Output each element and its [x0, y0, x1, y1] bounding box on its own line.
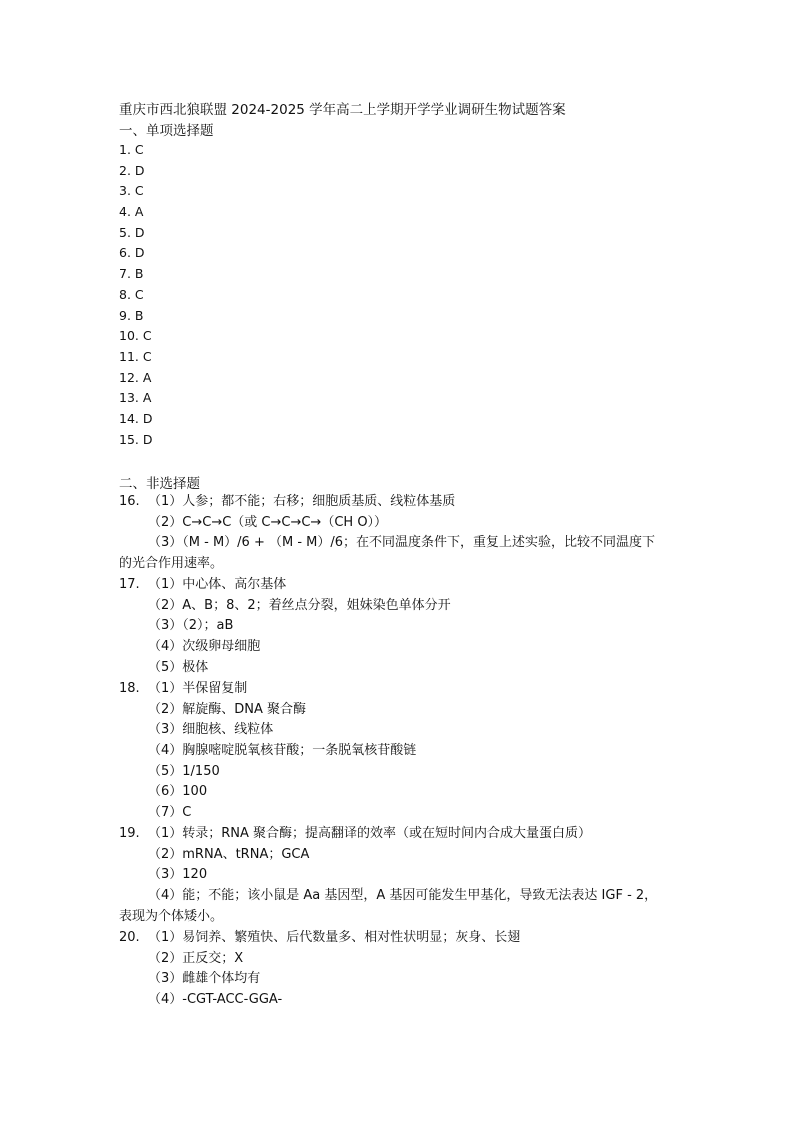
answer-line: （2）A、B；8、2；着丝点分裂，姐妹染色单体分开 — [148, 597, 451, 613]
question-number: 18. — [119, 681, 140, 696]
answer-line: （3）（M - M）/6 + （M - M）/6；在不同温度条件下，重复上述实验，比较不同温度下 — [148, 535, 656, 551]
multiple-choice-answer-list — [119, 140, 152, 450]
mc-answer-2: 2. D — [119, 162, 145, 178]
answer-line: （3）细胞核、线粒体 — [148, 722, 274, 738]
question-number: 16. — [119, 494, 140, 509]
mc-answer-10: 10. C — [119, 328, 152, 344]
answer-line: （2）正反交；X — [148, 950, 244, 966]
mc-answer-14: 14. D — [119, 410, 153, 426]
answer-line: （2）解旋酶、DNA 聚合酶 — [148, 701, 307, 717]
mc-answer-13: 13. A — [119, 390, 152, 406]
question-19 — [119, 824, 689, 927]
section-heading-multiple-choice: 一、单项选择题 — [119, 123, 214, 139]
mc-answer-9: 9. B — [119, 307, 144, 323]
question-16 — [119, 492, 689, 575]
answer-line: （1）人参；都不能；右移；细胞质基质、线粒体基质 — [148, 494, 456, 509]
question-17 — [119, 575, 689, 678]
answer-line: （4）胸腺嘧啶脱氧核苷酸；一条脱氧核苷酸链 — [148, 743, 417, 759]
question-number: 19. — [119, 826, 140, 841]
answer-line: （1）易饲养、繁殖快、后代数量多、相对性状明显；灰身、长翅 — [148, 930, 521, 945]
answer-line: 表现为个体矮小。 — [119, 908, 224, 924]
mc-answer-12: 12. A — [119, 369, 152, 385]
answer-line: （2）mRNA、tRNA；GCA — [148, 846, 310, 862]
mc-answer-3: 3. C — [119, 183, 144, 199]
mc-answer-6: 6. D — [119, 245, 145, 261]
answer-line: （1）转录；RNA 聚合酶；提高翻译的效率（或在短时间内合成大量蛋白质） — [148, 826, 592, 841]
mc-answer-4: 4. A — [119, 204, 144, 220]
question-20 — [119, 928, 689, 1011]
answer-line: （3）（2）；aB — [148, 618, 234, 634]
document-title: 重庆市西北狼联盟 2024-2025 学年高二上学期开学学业调研生物试题答案 — [119, 102, 566, 118]
question-18 — [119, 679, 689, 824]
mc-answer-1: 1. C — [119, 142, 144, 157]
answer-line: （4）能；不能；该小鼠是 Aa 基因型，A 基因可能发生甲基化，导致无法表达 IGF - 2， — [148, 888, 658, 904]
mc-answer-11: 11. C — [119, 348, 152, 364]
answer-line: （7）C — [148, 805, 192, 821]
answer-line: 的光合作用速率。 — [119, 556, 224, 572]
answer-line: （4）-CGT-ACC-GGA- — [148, 992, 283, 1008]
answer-line: （6）100 — [148, 784, 208, 800]
answer-line: （4）次级卵母细胞 — [148, 639, 261, 655]
question-number: 17. — [119, 577, 140, 592]
mc-answer-7: 7. B — [119, 266, 144, 282]
mc-answer-8: 8. C — [119, 286, 144, 302]
answer-line: （5）1/150 — [148, 763, 220, 779]
section-heading-non-choice: 二、非选择题 — [119, 476, 200, 492]
answer-line: （5）极体 — [148, 659, 209, 675]
answer-line: （1）中心体、高尔基体 — [148, 577, 287, 592]
answer-line: （1）半保留复制 — [148, 681, 248, 696]
mc-answer-5: 5. D — [119, 224, 145, 240]
answer-line: （3）120 — [148, 867, 208, 883]
mc-answer-15: 15. D — [119, 431, 153, 447]
question-number: 20. — [119, 930, 140, 945]
answer-line: （3）雌雄个体均有 — [148, 971, 261, 987]
answer-line: （2）C→C→C（或 C→C→C→（CH O）） — [148, 514, 388, 530]
